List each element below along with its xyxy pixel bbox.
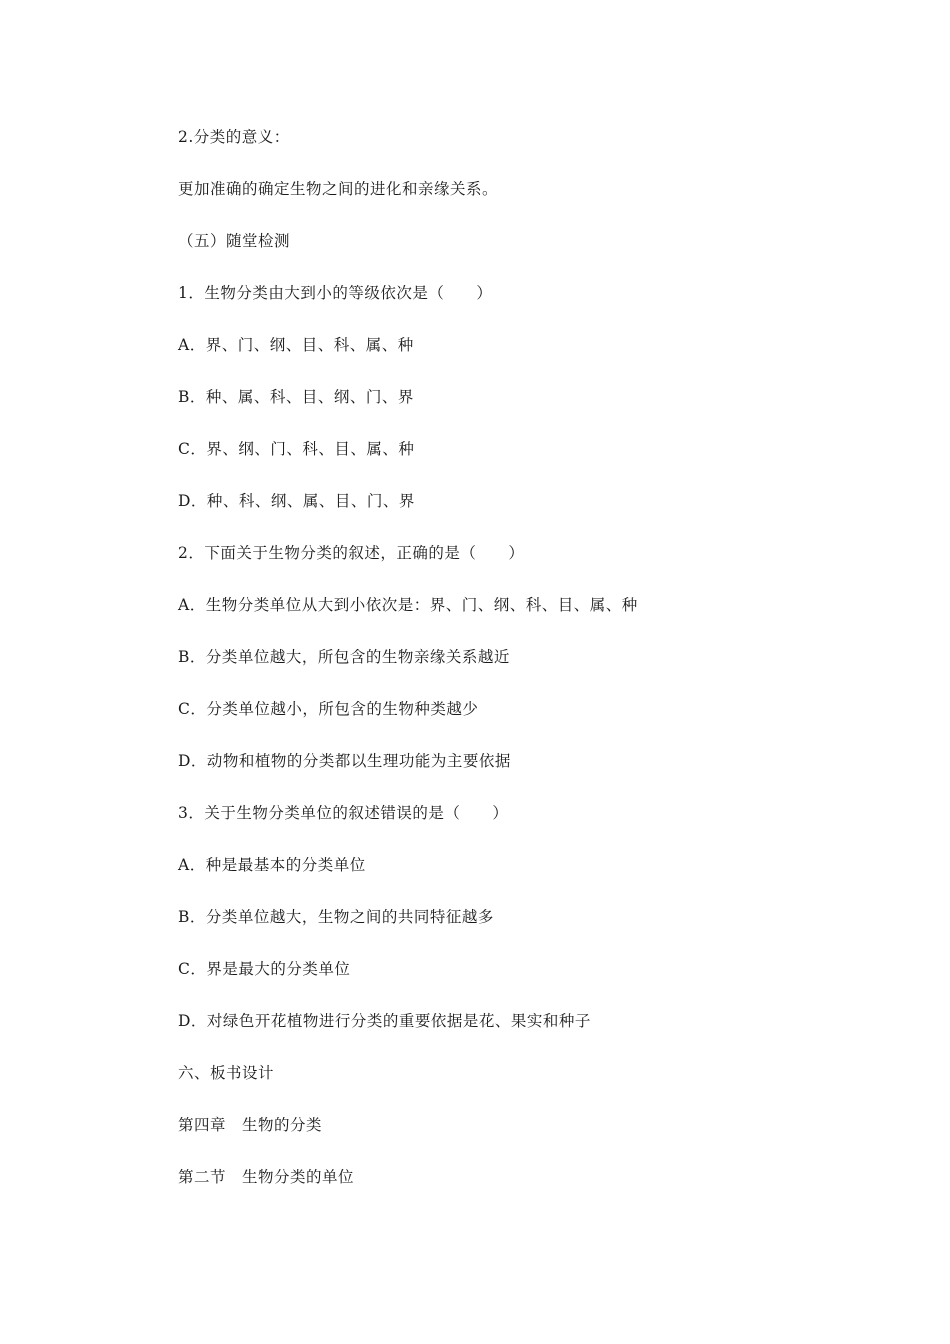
question-2-option-a: A．生物分类单位从大到小依次是：界、门、纲、科、目、属、种 (178, 596, 638, 614)
chapter-title: 第四章 生物的分类 (178, 1116, 323, 1134)
question-1-option-c: C．界、纲、门、科、目、属、种 (178, 440, 415, 458)
question-1-option-b: B．种、属、科、目、纲、门、界 (178, 388, 414, 406)
question-1-option-d: D．种、科、纲、属、目、门、界 (178, 492, 415, 510)
section-heading-board-design: 六、板书设计 (178, 1064, 275, 1082)
question-1: 1．生物分类由大到小的等级依次是（ ） (178, 284, 493, 302)
section-title: 第二节 生物分类的单位 (178, 1168, 355, 1186)
question-2-option-c: C．分类单位越小，所包含的生物种类越少 (178, 700, 479, 718)
section-heading-quiz: （五）随堂检测 (178, 232, 291, 250)
question-1-option-a: A．界、门、纲、目、科、属、种 (178, 336, 414, 354)
section-heading-classification-meaning: 2.分类的意义： (178, 128, 290, 146)
question-2-option-d: D．动物和植物的分类都以生理功能为主要依据 (178, 752, 511, 770)
question-3: 3．关于生物分类单位的叙述错误的是（ ） (178, 804, 509, 822)
question-3-option-d: D．对绿色开花植物进行分类的重要依据是花、果实和种子 (178, 1012, 591, 1030)
question-2-option-b: B．分类单位越大，所包含的生物亲缘关系越近 (178, 648, 510, 666)
paragraph-classification-meaning: 更加准确的确定生物之间的进化和亲缘关系。 (178, 180, 499, 198)
question-2: 2．下面关于生物分类的叙述，正确的是（ ） (178, 544, 525, 562)
question-3-option-b: B．分类单位越大，生物之间的共同特征越多 (178, 908, 494, 926)
question-3-option-c: C．界是最大的分类单位 (178, 960, 351, 978)
question-3-option-a: A．种是最基本的分类单位 (178, 856, 366, 874)
